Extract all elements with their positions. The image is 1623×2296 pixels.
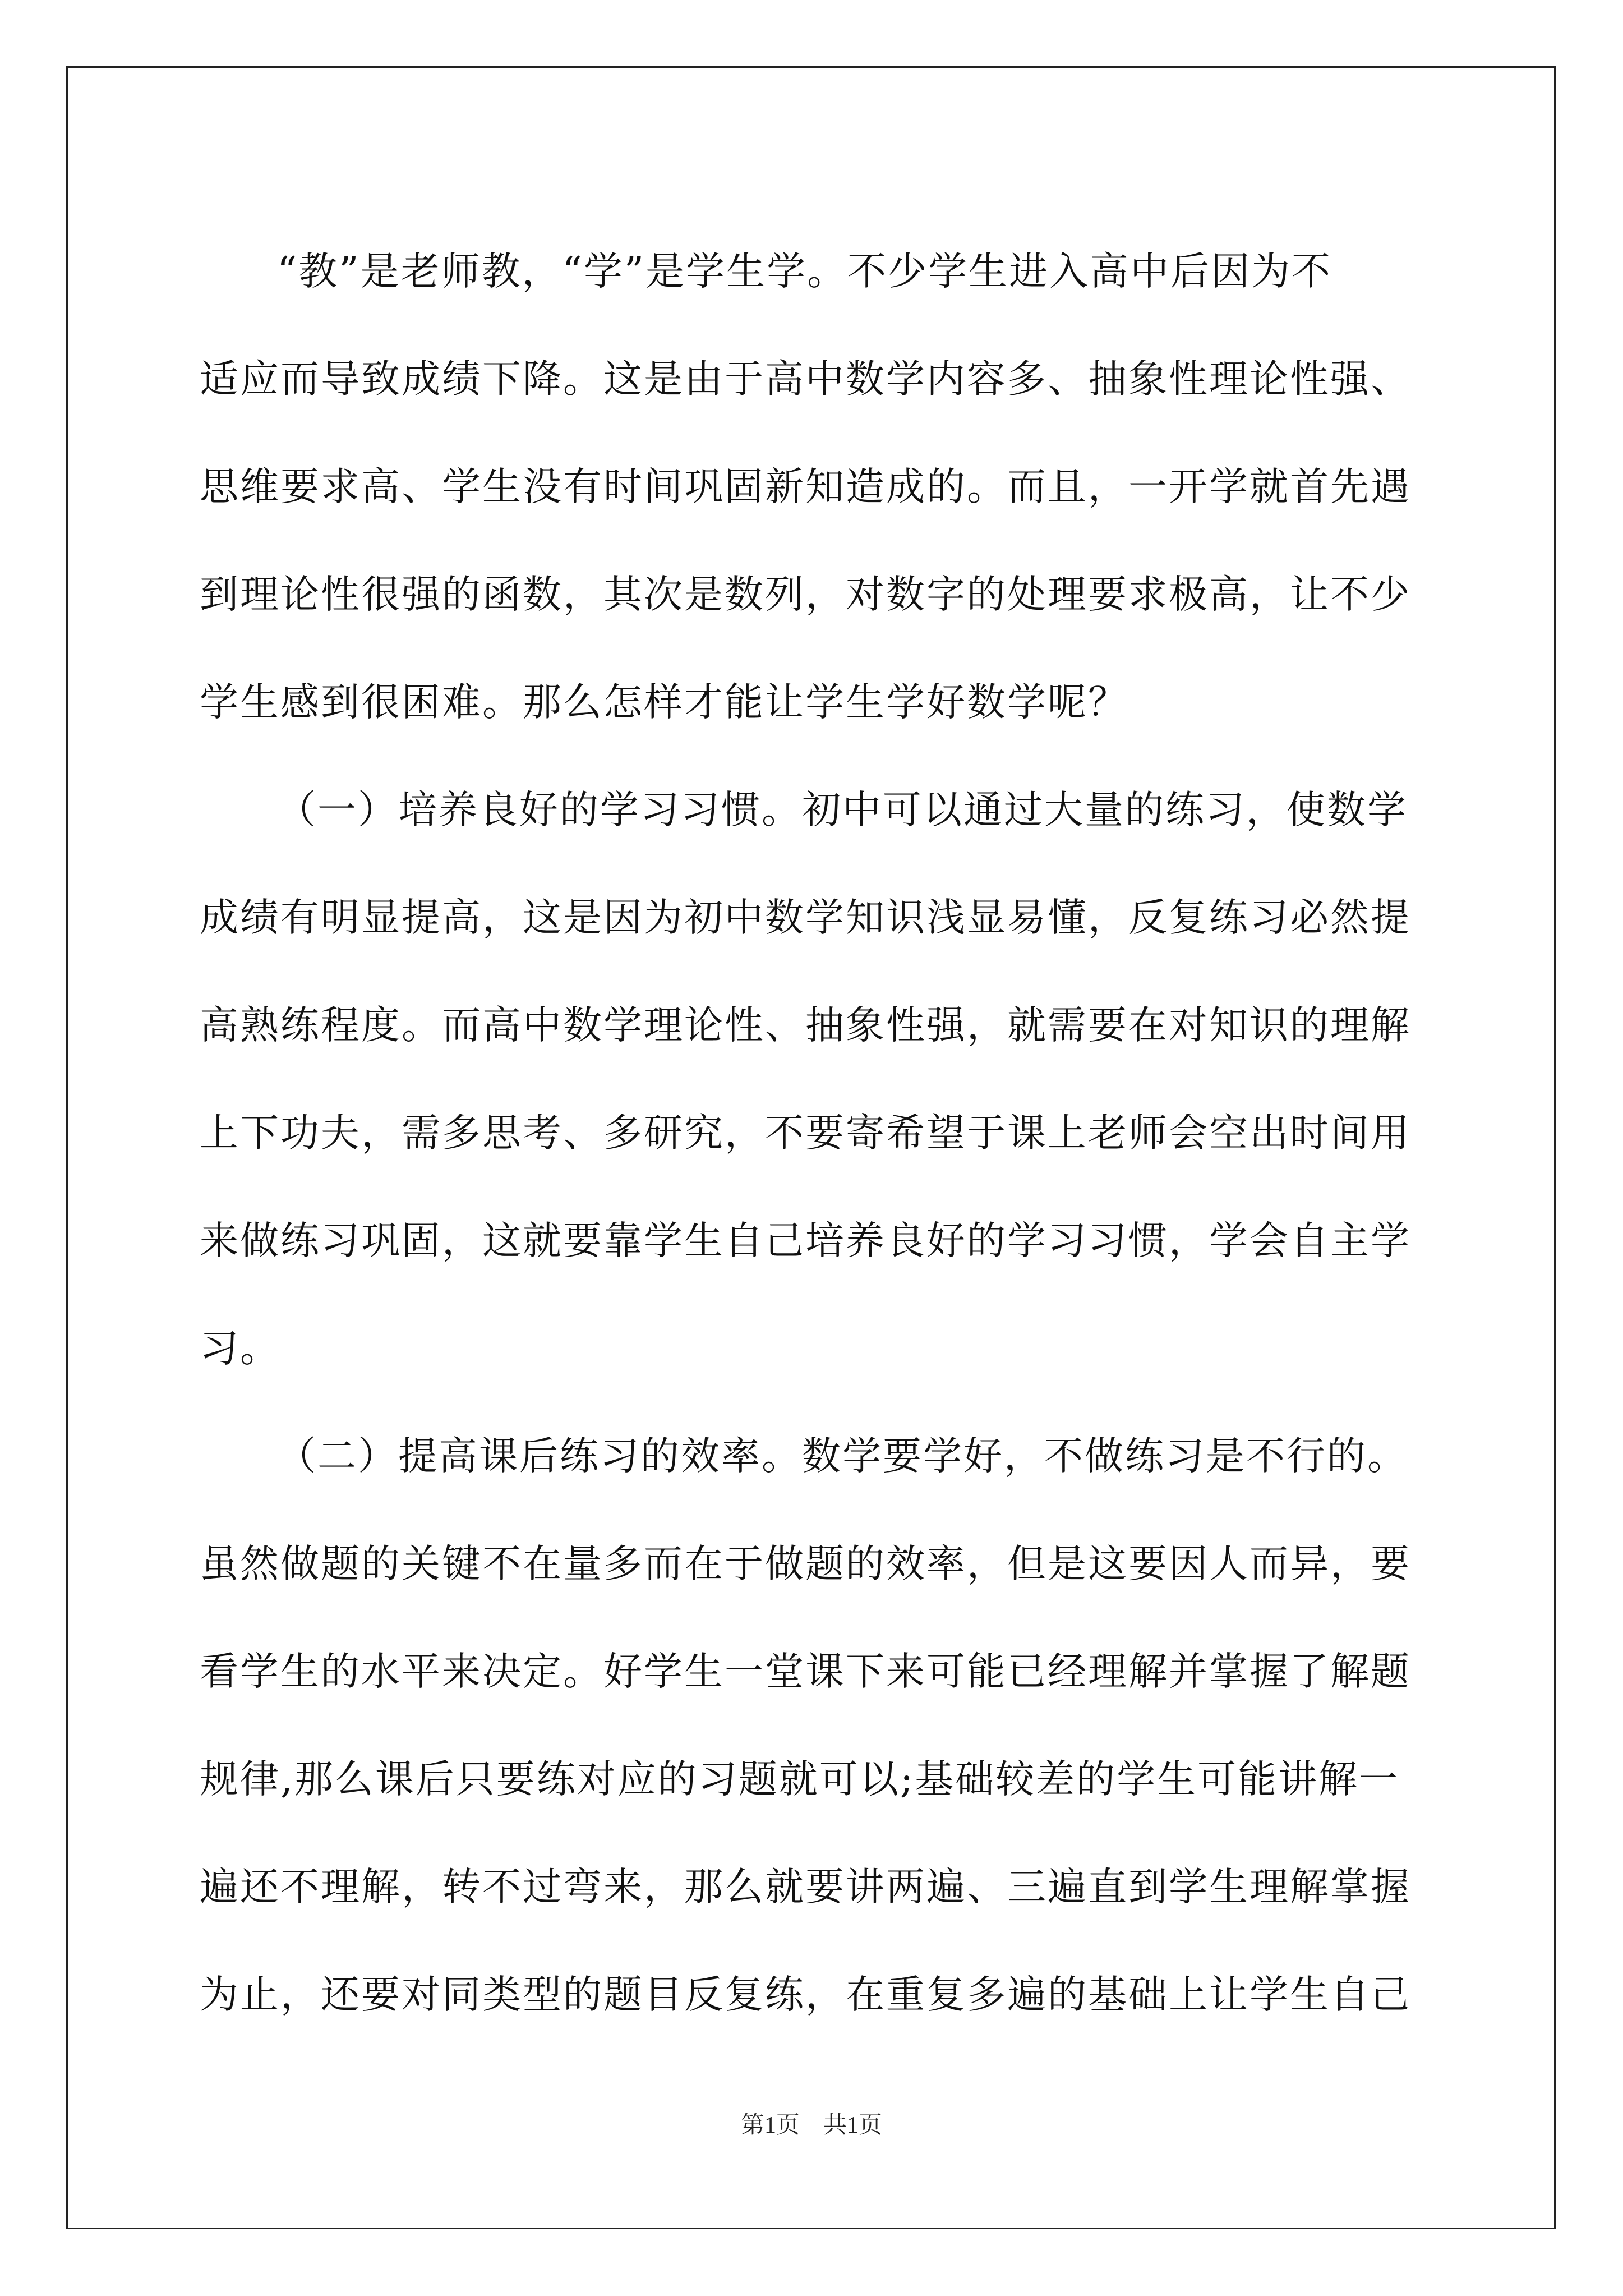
text-line: （一）培养良好的学习习惯。初中可以通过大量的练习，使数学 [277,788,1408,832]
text-line: 思维要求高、学生没有时间巩固新知造成的。而且，一开学就首先遇 [200,464,1411,509]
paragraph-intro [200,218,1424,756]
text-line: 遍还不理解，转不过弯来，那么就要讲两遍、三遍直到学生理解掌握 [200,1865,1411,1910]
text-line: 上下功夫，需多思考、多研究，不要寄希望于课上老师会空出时间用 [200,1111,1411,1156]
text-line: 来做练习巩固，这就要靠学生自己培养良好的学习习惯，学会自主学 [200,1218,1411,1263]
paragraph-section-1 [200,756,1424,1402]
text-line: 看学生的水平来决定。好学生一堂课下来可能已经理解并掌握了解题 [200,1649,1411,1694]
text-line: 适应而导致成绩下降。这是由于高中数学内容多、抽象性理论性强、 [200,357,1411,402]
page-number-footer: 第1页 共1页 [740,2113,882,2138]
text-line: “教”是老师教，“学”是学生学。不少学生进入高中后因为不 [277,249,1332,294]
text-line: 到理论性很强的函数，其次是数列，对数字的处理要求极高，让不少 [200,572,1411,617]
text-line: 高熟练程度。而高中数学理论性、抽象性强，就需要在对知识的理解 [200,1003,1411,1048]
text-line: （二）提高课后练习的效率。数学要学好，不做练习是不行的。 [277,1434,1408,1479]
paragraph-section-2 [200,1402,1424,2049]
document-body [200,218,1424,2049]
text-line: 规律,那么课后只要练对应的习题就可以;基础较差的学生可能讲解一 [200,1757,1400,1802]
text-line: 为止，还要对同类型的题目反复练，在重复多遍的基础上让学生自己 [200,1972,1411,2017]
text-line: 虽然做题的关键不在量多而在于做题的效率，但是这要因人而异，要 [200,1542,1411,1586]
text-line: 学生感到很困难。那么怎样才能让学生学好数学呢？ [200,680,1128,725]
text-line: 习。 [200,1326,280,1371]
text-line: 成绩有明显提高，这是因为初中数学知识浅显易懂，反复练习必然提 [200,895,1411,940]
